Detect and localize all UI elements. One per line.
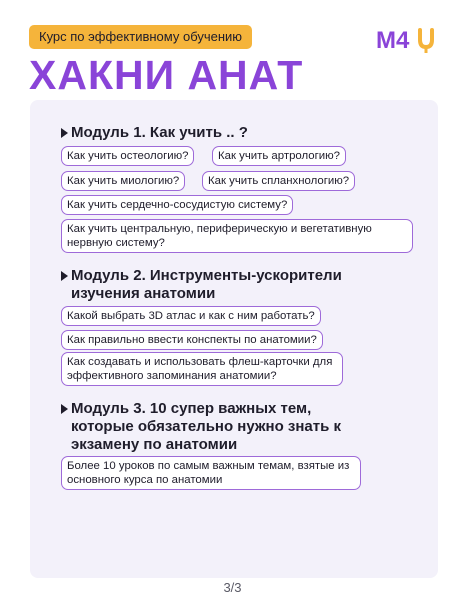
triangle-bullet-icon [61, 128, 68, 138]
module-2 [62, 267, 362, 303]
module-2-title: Модуль 2. Инструменты-ускорители изучения анатомии [62, 267, 362, 303]
module-1-item: Как учить сердечно-сосудистую систему? [61, 195, 293, 215]
module-1-title: Модуль 1. Как учить .. ? [62, 124, 248, 142]
module-3 [62, 400, 362, 454]
module-3-item: Более 10 уроков по самым важным темам, взятые из основного курса по анатомии [61, 456, 361, 490]
triangle-bullet-icon [61, 271, 68, 281]
module-1-item: Как учить центральную, периферическую и вегетативную нервную систему? [61, 219, 413, 253]
module-2-item: Как правильно ввести конспекты по анатомии? [61, 330, 323, 350]
logo-icon [376, 24, 442, 54]
page-title: ХАКНИ АНАТ [29, 52, 304, 98]
triangle-bullet-icon [61, 404, 68, 414]
module-2-item: Как создавать и использовать флеш-карточки для эффективного запоминания анатомии? [61, 352, 343, 386]
module-1 [62, 124, 248, 142]
page-number: 3/3 [223, 580, 242, 595]
module-1-item: Как учить спланхнологию? [202, 171, 355, 191]
module-2-item: Какой выбрать 3D атлас и как с ним работать? [61, 306, 321, 326]
svg-text:M4: M4 [376, 27, 410, 54]
module-3-title: Модуль 3. 10 супер важных тем, которые обязательно нужно знать к экзамену по анатомии [62, 400, 362, 454]
brand-logo [376, 24, 442, 54]
module-1-item: Как учить остеологию? [61, 146, 194, 166]
module-1-item: Как учить артрологию? [212, 146, 346, 166]
course-badge: Курс по эффективному обучению [29, 25, 252, 49]
module-1-item: Как учить миологию? [61, 171, 185, 191]
